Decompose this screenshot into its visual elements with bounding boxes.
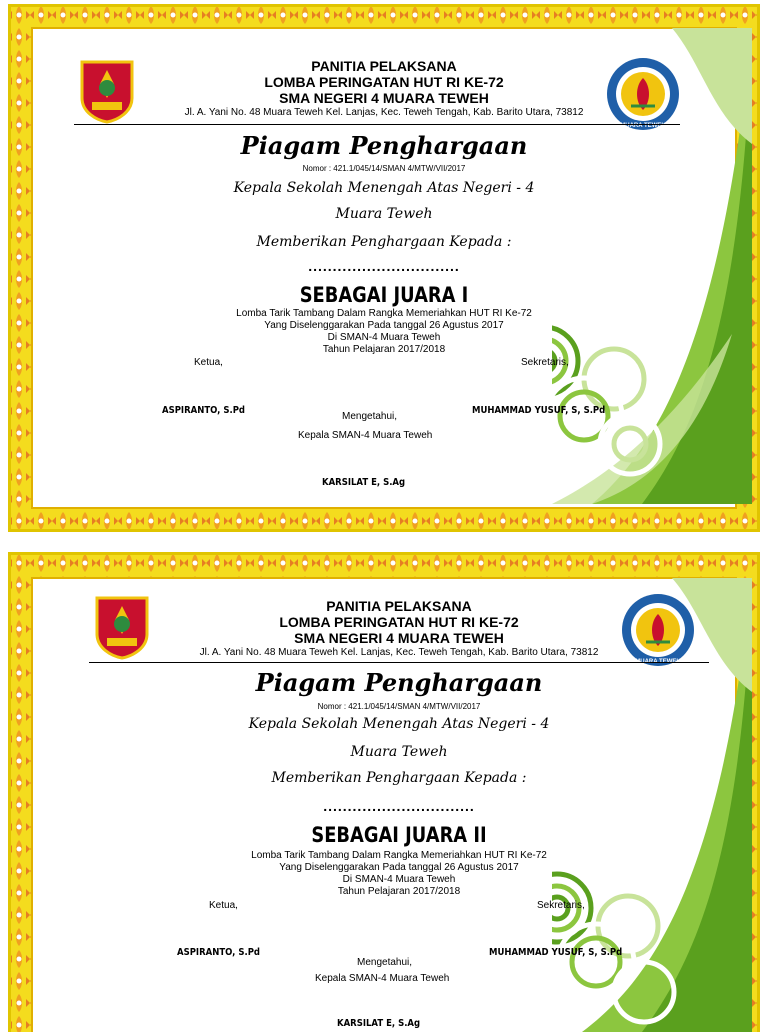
- description-line: Yang Diselenggarakan Pada tanggal 26 Agustus 2017: [23, 862, 760, 873]
- header-line-1: PANITIA PELAKSANA: [23, 598, 760, 614]
- award-to-line: Memberikan Penghargaan Kepada :: [23, 770, 760, 786]
- kepala-sekolah-name: KARSILAT E, S.Ag: [322, 477, 405, 488]
- sekretaris-label: Sekretaris,: [537, 900, 585, 911]
- ketua-name: ASPIRANTO, S.Pd: [177, 947, 260, 958]
- sekretaris-name: MUHAMMAD YUSUF, S, S.Pd: [489, 947, 622, 958]
- recipient-name-placeholder: ...............................: [8, 258, 760, 274]
- description-line: Tahun Pelajaran 2017/2018: [23, 886, 760, 897]
- address: Jl. A. Yani No. 48 Muara Teweh Kel. Lanjas, Kec. Teweh Tengah, Kab. Barito Utara, 73812: [8, 107, 760, 118]
- description-line: Di SMAN-4 Muara Teweh: [8, 332, 760, 343]
- badge-label: MUARA TEWEH: [620, 123, 665, 129]
- description-line: Lomba Tarik Tambang Dalam Rangka Memeriahkan HUT RI Ke-72: [23, 850, 760, 861]
- header-divider: [74, 124, 680, 125]
- description-line: Yang Diselenggarakan Pada tanggal 26 Agustus 2017: [8, 320, 760, 331]
- kepala-sekolah-name: KARSILAT E, S.Ag: [337, 1018, 420, 1029]
- description-line: Di SMAN-4 Muara Teweh: [23, 874, 760, 885]
- certificate-2: [8, 552, 760, 1032]
- header-line-2: LOMBA PERINGATAN HUT RI KE-72: [8, 74, 760, 90]
- certificate-number: Nomor : 421.1/045/14/SMAN 4/MTW/VII/2017: [23, 702, 760, 711]
- description-line: Tahun Pelajaran 2017/2018: [8, 344, 760, 355]
- certificate-content: [8, 4, 760, 532]
- header-line-1: PANITIA PELAKSANA: [8, 58, 760, 74]
- ketua-name: ASPIRANTO, S.Pd: [162, 405, 245, 416]
- description-line: Lomba Tarik Tambang Dalam Rangka Memeriahkan HUT RI Ke-72: [8, 308, 760, 319]
- award-to-line: Memberikan Penghargaan Kepada :: [8, 234, 760, 250]
- mengetahui-label: Mengetahui,: [342, 411, 397, 422]
- header-line-3: SMA NEGERI 4 MUARA TEWEH: [8, 90, 760, 106]
- certificate-1: [8, 4, 760, 532]
- badge-label: MUARA TEWEH: [635, 659, 680, 665]
- kepala-sekolah-label: Kepala SMAN-4 Muara Teweh: [315, 973, 449, 984]
- certificate-title: Piagam Penghargaan: [23, 668, 760, 697]
- certificate-content: [23, 552, 760, 1032]
- certificate-title: Piagam Penghargaan: [8, 131, 760, 160]
- certificate-number: Nomor : 421.1/045/14/SMAN 4/MTW/VII/2017: [8, 164, 760, 173]
- award-rank: SEBAGAI JUARA II: [79, 823, 718, 847]
- sekretaris-label: Sekretaris,: [521, 357, 569, 368]
- ketua-label: Ketua,: [209, 900, 238, 911]
- issuer-line-1: Kepala Sekolah Menengah Atas Negeri - 4: [23, 716, 760, 732]
- address: Jl. A. Yani No. 48 Muara Teweh Kel. Lanjas, Kec. Teweh Tengah, Kab. Barito Utara, 73812: [23, 647, 760, 658]
- header-line-3: SMA NEGERI 4 MUARA TEWEH: [23, 630, 760, 646]
- award-rank: SEBAGAI JUARA I: [64, 283, 703, 307]
- issuer-line-2: Muara Teweh: [8, 206, 760, 222]
- header-line-2: LOMBA PERINGATAN HUT RI KE-72: [23, 614, 760, 630]
- issuer-line-2: Muara Teweh: [23, 744, 760, 760]
- mengetahui-label: Mengetahui,: [357, 957, 412, 968]
- recipient-name-placeholder: ...............................: [23, 798, 760, 814]
- issuer-line-1: Kepala Sekolah Menengah Atas Negeri - 4: [8, 180, 760, 196]
- sekretaris-name: MUHAMMAD YUSUF, S, S.Pd: [472, 405, 605, 416]
- header-divider: [89, 662, 709, 663]
- ketua-label: Ketua,: [194, 357, 223, 368]
- kepala-sekolah-label: Kepala SMAN-4 Muara Teweh: [298, 430, 432, 441]
